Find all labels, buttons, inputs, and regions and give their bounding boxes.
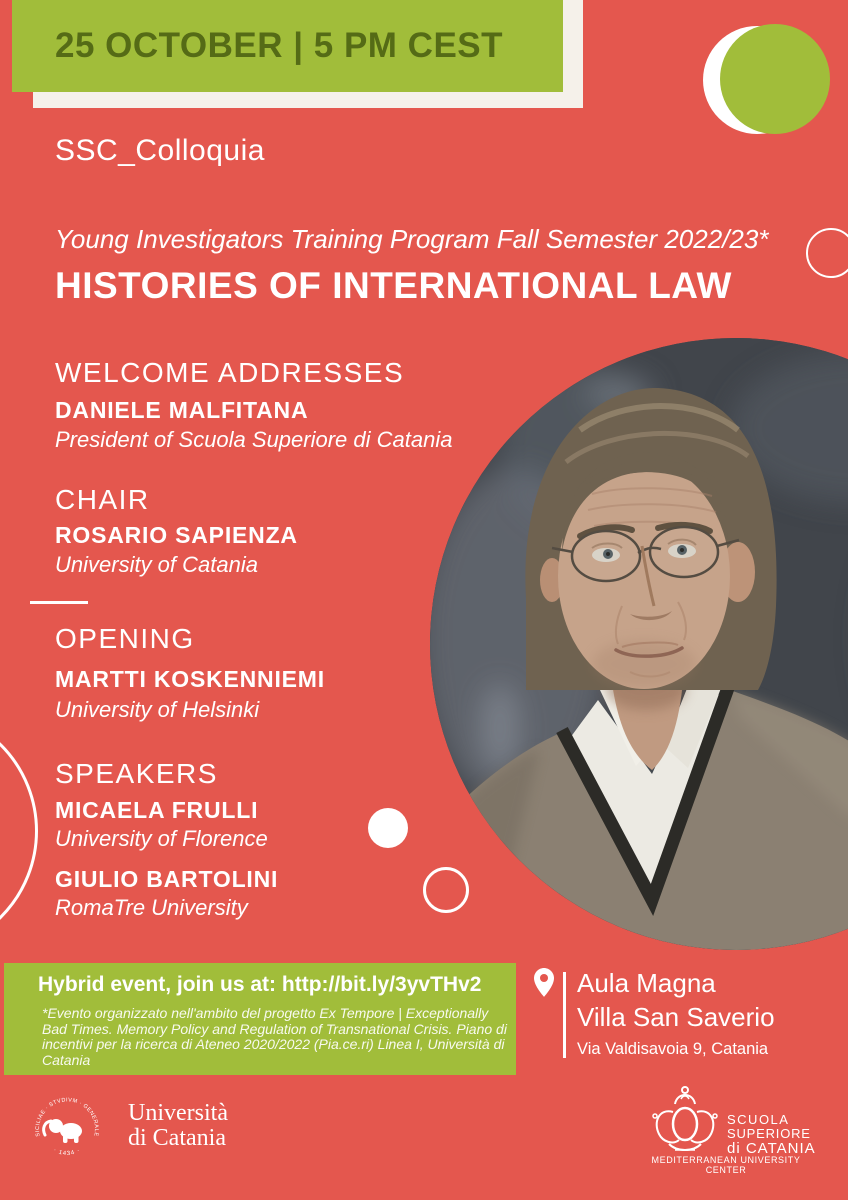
- footnote-line: Bad Times. Memory Policy and Regulation of Transnational Crisis. Piano di: [42, 1020, 507, 1037]
- person-affiliation: University of Catania: [55, 552, 258, 577]
- series-title: SSC_Colloquia: [55, 134, 265, 167]
- person-name: GIULIO BARTOLINI: [55, 866, 279, 892]
- footnote-line: Catania: [42, 1051, 91, 1068]
- elephant-glyph: [44, 1119, 82, 1143]
- circle-decoration-left-arc: [0, 708, 38, 954]
- program-subtitle: Young Investigators Training Program Fall Semester 2022/23*: [55, 224, 769, 254]
- location-pin-icon: [533, 967, 555, 1003]
- person-name: DANIELE MALFITANA: [55, 397, 309, 423]
- unict-logo-text: [128, 1101, 228, 1151]
- circle-decoration-filled: [368, 808, 408, 848]
- circle-decoration-green: [720, 24, 830, 134]
- footnote-line: *Evento organizzato nell'ambito del progetto Ex Tempore | Exceptionally: [42, 1005, 489, 1021]
- unict-name-line1: Università: [128, 1100, 228, 1126]
- circle-decoration-outline: [423, 867, 469, 913]
- person-affiliation: University of Florence: [55, 826, 268, 851]
- person-affiliation: RomaTre University: [55, 895, 248, 920]
- event-footnote: [42, 1006, 507, 1068]
- hybrid-event-label: Hybrid event, join us at:: [38, 973, 277, 996]
- person-affiliation: President of Scuola Superiore di Catania: [55, 427, 453, 452]
- svg-text:· 1434 ·: [52, 1147, 81, 1157]
- footnote-line: incentivi per la ricerca di Ateneo 2020/2022 (Pia.ce.ri) Linea I, Università di: [42, 1036, 505, 1053]
- hybrid-event-box: [4, 963, 516, 1075]
- circle-decoration-outline-top-right: [806, 228, 848, 278]
- ssc-logo-text: [727, 1113, 816, 1157]
- section-heading-welcome: WELCOME ADDRESSES: [55, 357, 405, 388]
- venue-hall: Aula Magna: [577, 968, 716, 998]
- unict-seal-icon: [30, 1090, 104, 1169]
- venue-address: Via Valdisavoia 9, Catania: [577, 1040, 769, 1058]
- section-heading-chair: CHAIR: [55, 484, 150, 515]
- person-name: MARTTI KOSKENNIEMI: [55, 666, 325, 692]
- person-name: ROSARIO SAPIENZA: [55, 522, 298, 548]
- section-divider: [30, 601, 88, 604]
- portrait-illustration: [430, 338, 848, 950]
- seal-ring-text: SICILIAE · STVDIVM · GENERALE: [34, 1097, 100, 1137]
- person-affiliation: University of Helsinki: [55, 697, 260, 722]
- section-heading-speakers: SPEAKERS: [55, 758, 218, 789]
- date-banner: [12, 0, 563, 92]
- speaker-photo: [430, 338, 848, 950]
- unict-name-line2: di Catania: [128, 1125, 226, 1151]
- person-name: MICAELA FRULLI: [55, 797, 259, 823]
- event-title: HISTORIES OF INTERNATIONAL LAW: [55, 265, 732, 306]
- date-time-text: 25 OCTOBER | 5 PM CEST: [55, 26, 504, 65]
- seal-year-text: · 1434 ·: [52, 1147, 82, 1158]
- hybrid-event-text: [38, 973, 481, 997]
- venue-separator-line: [563, 972, 566, 1058]
- ssc-line2: SUPERIORE: [727, 1126, 811, 1141]
- hybrid-event-link[interactable]: http://bit.ly/3yvTHv2: [281, 973, 482, 996]
- ssc-line4: MEDITERRANEAN UNIVERSITY CENTER: [651, 1155, 801, 1175]
- ssc-line1: SCUOLA: [727, 1112, 790, 1127]
- venue-building: Villa San Saverio: [577, 1002, 775, 1032]
- ssc-line3: di CATANIA: [727, 1140, 816, 1157]
- section-heading-opening: OPENING: [55, 623, 195, 654]
